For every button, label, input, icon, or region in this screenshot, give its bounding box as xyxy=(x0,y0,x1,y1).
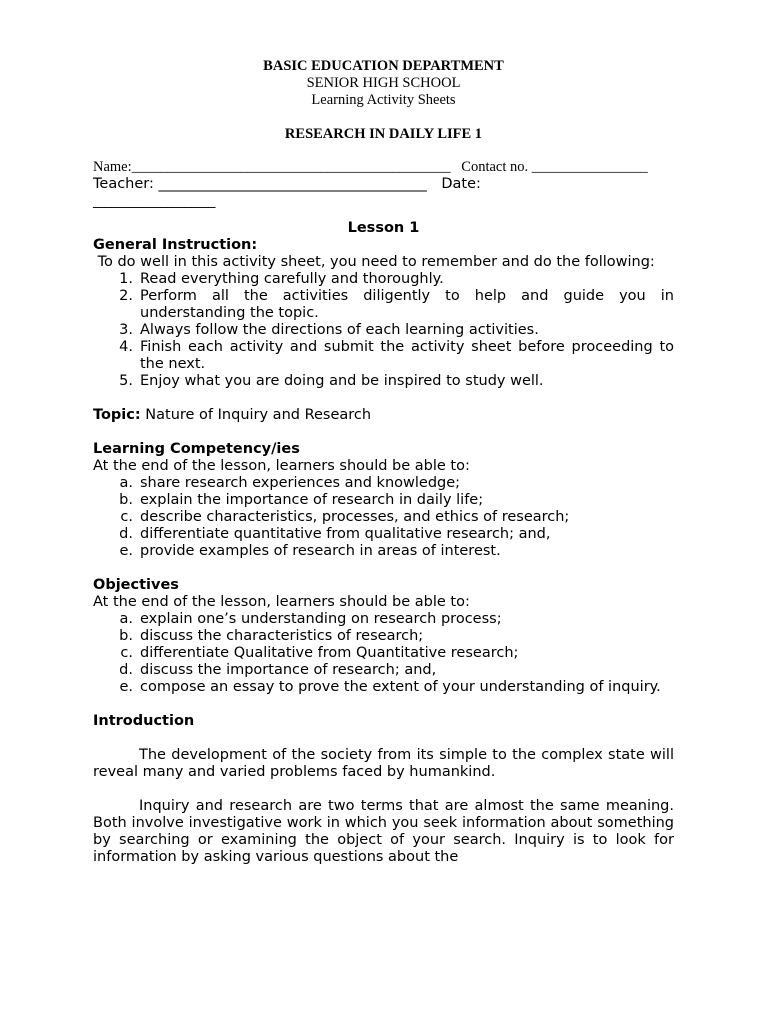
list-marker: d. xyxy=(119,526,133,542)
list-marker: b. xyxy=(119,628,133,644)
list-marker: e. xyxy=(119,679,133,695)
list-marker: a. xyxy=(119,611,133,627)
list-text: explain one’s understanding on research process; xyxy=(140,611,502,627)
department-title: BASIC EDUCATION DEPARTMENT xyxy=(263,58,504,74)
general-instruction-heading: General Instruction: xyxy=(93,237,258,253)
competency-intro: At the end of the lesson, learners should be able to: xyxy=(93,458,470,474)
list-item xyxy=(93,373,674,390)
document-page xyxy=(93,58,674,866)
list-marker: c. xyxy=(120,645,133,661)
list-item xyxy=(93,543,674,560)
list-item xyxy=(93,271,674,288)
list-marker: c. xyxy=(120,509,133,525)
list-marker: 3. xyxy=(119,322,133,338)
list-text: Enjoy what you are doing and be inspired to study well. xyxy=(140,373,544,389)
contact-field: Contact no. ________________ xyxy=(461,159,648,175)
list-item xyxy=(93,288,674,322)
course-title: RESEARCH IN DAILY LIFE 1 xyxy=(284,126,483,142)
name-contact-line xyxy=(93,159,674,176)
introduction-heading: Introduction xyxy=(93,713,195,729)
list-text: explain the importance of research in daily life; xyxy=(140,492,484,508)
instruction-list xyxy=(93,271,674,390)
objectives-intro: At the end of the lesson, learners should be able to: xyxy=(93,594,470,610)
list-text: differentiate quantitative from qualitative research; and, xyxy=(140,526,551,542)
date-underline: ____________________ xyxy=(93,194,216,209)
list-marker: 1. xyxy=(119,271,133,287)
list-text: Finish each activity and submit the activity sheet before proceeding to the next. xyxy=(140,339,674,372)
list-text: provide examples of research in areas of interest. xyxy=(140,543,501,559)
topic-value: Nature of Inquiry and Research xyxy=(140,407,372,423)
list-text: discuss the importance of research; and, xyxy=(140,662,437,678)
list-text: share research experiences and knowledge; xyxy=(140,475,461,491)
teacher-field: Teacher: _____________________________________ xyxy=(93,176,427,192)
list-text: describe characteristics, processes, and ethics of research; xyxy=(140,509,570,525)
list-item xyxy=(93,679,674,696)
list-item xyxy=(93,475,674,492)
document-header xyxy=(93,58,674,109)
list-item xyxy=(93,628,674,645)
list-text: compose an essay to prove the extent of your understanding of inquiry. xyxy=(140,679,661,695)
list-marker: d. xyxy=(119,662,133,678)
list-marker: 4. xyxy=(119,339,133,355)
list-marker: e. xyxy=(119,543,133,559)
list-marker: b. xyxy=(119,492,133,508)
list-item xyxy=(93,645,674,662)
introduction-paragraph-1: The development of the society from its simple to the complex state will reveal many and varied problems faced by humankind. xyxy=(93,747,674,780)
list-marker: 5. xyxy=(119,373,133,389)
list-item xyxy=(93,662,674,679)
objectives-list xyxy=(93,611,674,696)
name-field: Name:____________________________________________ xyxy=(93,159,451,175)
list-marker: a. xyxy=(119,475,133,491)
lesson-title: Lesson 1 xyxy=(347,220,420,236)
list-item xyxy=(93,526,674,543)
general-instruction-intro: To do well in this activity sheet, you need to remember and do the following: xyxy=(93,254,655,270)
list-text: Read everything carefully and thoroughly. xyxy=(140,271,444,287)
list-item xyxy=(93,611,674,628)
list-text: Perform all the activities diligently to help and guide you in understanding the topic. xyxy=(140,288,674,321)
list-text: Always follow the directions of each learning activities. xyxy=(140,322,539,338)
topic-line xyxy=(93,407,674,424)
list-item xyxy=(93,339,674,373)
teacher-date-line xyxy=(93,176,674,193)
list-marker: 2. xyxy=(119,288,133,304)
introduction-paragraph-2: Inquiry and research are two terms that are almost the same meaning. Both involve investigative work in which you seek information about something by searching or examining the object of your search. Inquiry is to look for information by asking various questions about the xyxy=(93,798,674,865)
list-item xyxy=(93,322,674,339)
list-item xyxy=(93,492,674,509)
list-text: differentiate Qualitative from Quantitative research; xyxy=(140,645,519,661)
competency-list xyxy=(93,475,674,560)
school-title: SENIOR HIGH SCHOOL xyxy=(306,75,461,91)
list-text: discuss the characteristics of research; xyxy=(140,628,424,644)
list-item xyxy=(93,509,674,526)
sheet-type: Learning Activity Sheets xyxy=(311,92,456,108)
topic-label: Topic: xyxy=(93,407,141,423)
objectives-heading: Objectives xyxy=(93,577,179,593)
competency-heading: Learning Competency/ies xyxy=(93,441,300,457)
date-label: Date: xyxy=(441,176,481,192)
